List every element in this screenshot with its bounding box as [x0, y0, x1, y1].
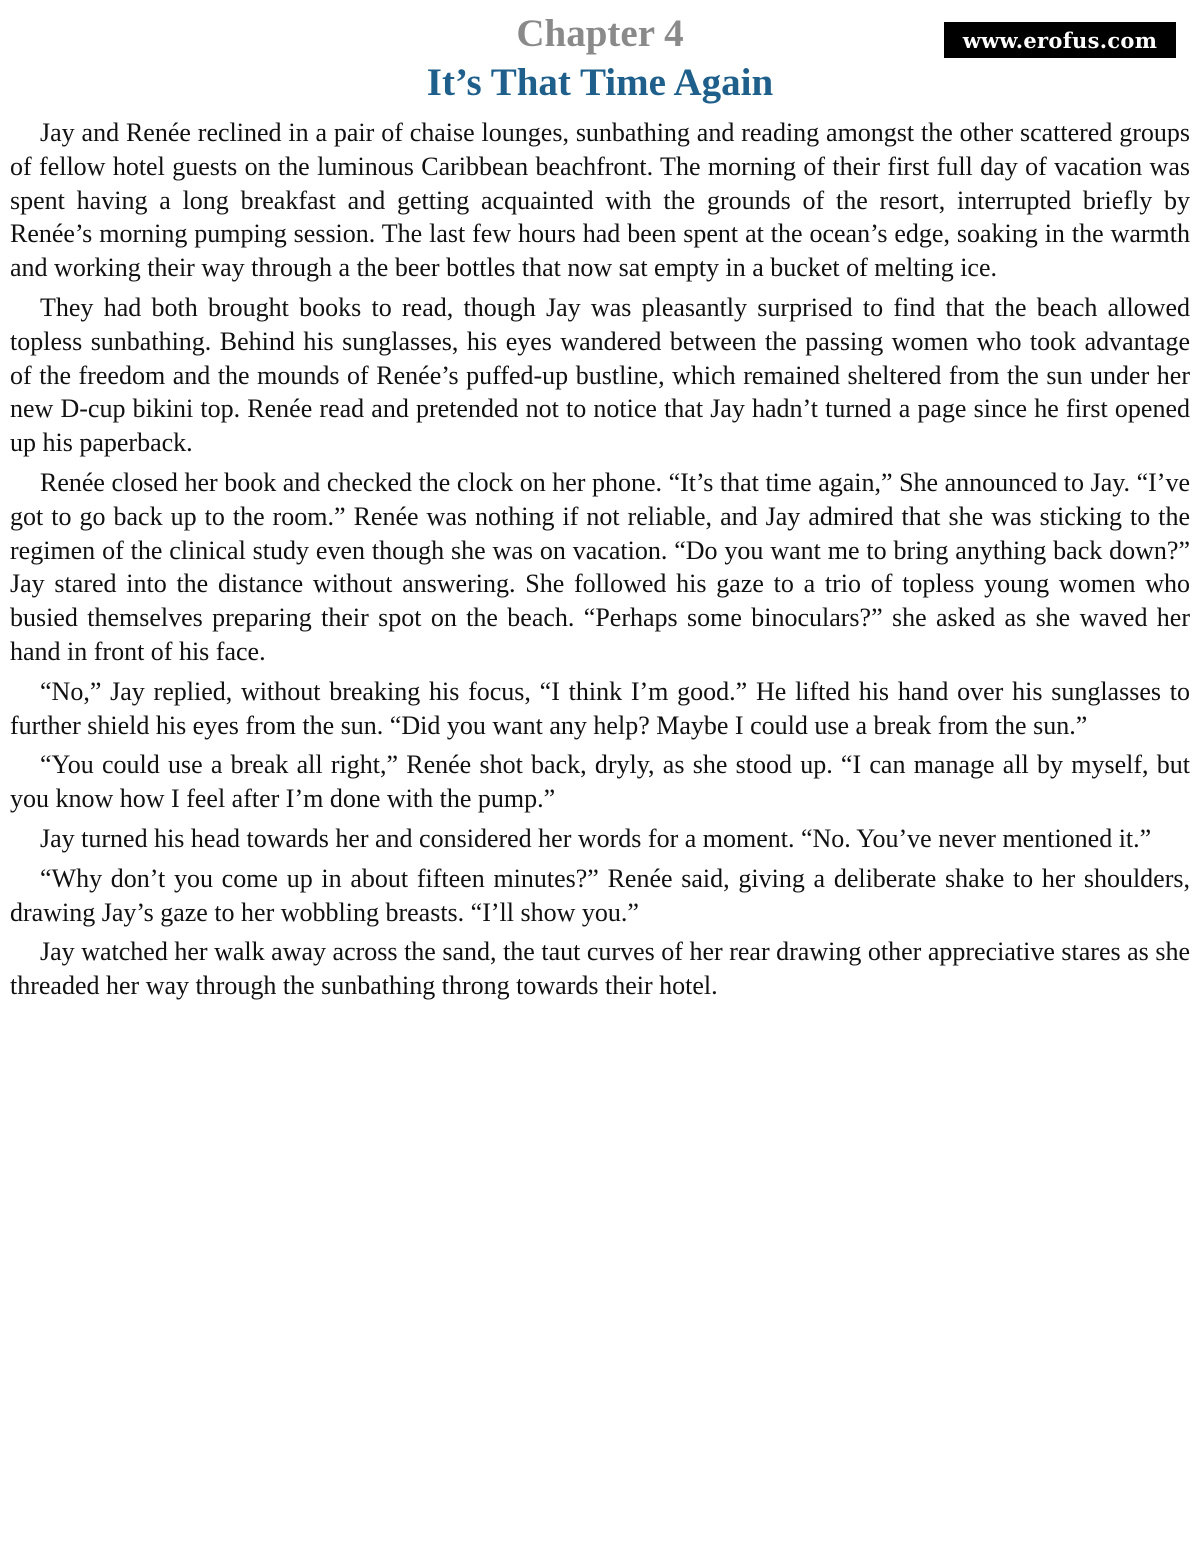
paragraph: They had both brought books to read, though Jay was pleasantly surprised to find that the beach allowed topless sunbathing. Behind his sunglasses, his eyes wandered between the passing women who took advantage of the freedom and the mounds of Renée’s puffed-up bustline, which remained sheltered from the sun under her new D-cup bikini top. Renée read and pretended not to notice that Jay hadn’t turned a page since he first opened up his paperback. — [10, 292, 1190, 458]
paragraph: “You could use a break all right,” Renée shot back, dryly, as she stood up. “I can manage all by myself, but you know how I feel after I’m done with the pump.” — [10, 750, 1190, 814]
paragraph: “Why don’t you come up in about fifteen minutes?” Renée said, giving a deliberate shake to her shoulders, drawing Jay’s gaze to her wobbling breasts. “I’ll show you.” — [10, 863, 1190, 927]
paragraph: “No,” Jay replied, without breaking his focus, “I think I’m good.” He lifted his hand over his sunglasses to further shield his eyes from the sun. “Did you want any help? Maybe I could use a break from the sun.” — [10, 676, 1190, 740]
watermark-text: www.erofus.com — [962, 27, 1158, 53]
chapter-label: Chapter 4 — [516, 12, 684, 55]
paragraph: Jay watched her walk away across the sand, the taut curves of her rear drawing other appreciative stares as she threaded her way through the sunbathing throng towards their hotel. — [10, 937, 1190, 1001]
paragraph: Jay and Renée reclined in a pair of chaise lounges, sunbathing and reading amongst the other scattered groups of fellow hotel guests on the luminous Caribbean beachfront. The morning of their first full day of vacation was spent having a long breakfast and getting acquainted with the grounds of the resort, interrupted briefly by Renée’s morning pumping session. The last few hours had been spent at the ocean’s edge, soaking in the warmth and working their way through a the beer bottles that now sat empty in a bucket of melting ice. — [10, 118, 1190, 283]
paragraph: Renée closed her book and checked the clock on her phone. “It’s that time again,” She announced to Jay. “I’ve got to go back up to the room.” Renée was nothing if not reliable, and Jay admired that she was sticking to the regimen of the clinical study even though she was on vacation. “Do you want me to bring anything back down?” Jay stared into the distance without answering. She followed his gaze to a trio of topless young women who busied themselves preparing their spot on the beach. “Perhaps some binoculars?” she asked as she waved her hand in front of his face. — [10, 467, 1190, 666]
paragraph: Jay turned his head towards her and considered her words for a moment. “No. You’ve never mentioned it.” — [40, 823, 1152, 853]
chapter-title: It’s That Time Again — [426, 61, 774, 104]
chapter-body — [10, 116, 1190, 1009]
chapter-header — [0, 10, 1200, 108]
